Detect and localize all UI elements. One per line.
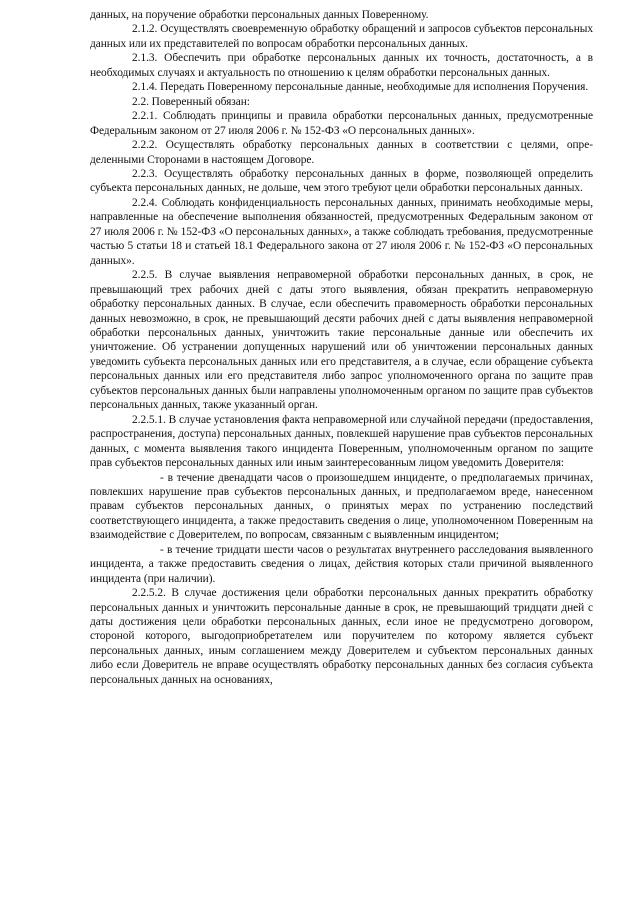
paragraph-2-2: 2.2. Поверенный обязан: bbox=[132, 95, 250, 108]
paragraph-2-2-5: 2.2.5. В случае выявления неправомерной обработки персональных данных, в срок, не превышающий трех рабочих дней с даты этого выявления, обязан прекратить неправомерную обработку персональных данных. В случае, если обеспечить правомерность обработки персональных данных невозможно, в срок, не превышающий десяти рабочих дней с даты выявления неправомерной обработки персональных данных, уничтожить такие персональные данные или обеспечить их уничтожение. Об устранении допущенных нарушений или об уничтожении персональных данных уведомить субъекта персональных данных или его представителя, а в случае, если обращение субъекта персональных данных или его представителя либо запрос уполномоченного органа по защите прав субъектов персональных данных были направлены уполномоченным органом по защите прав субъектов персональных данных, также указанный орган. bbox=[90, 269, 593, 412]
paragraph-2-2-3: 2.2.3. Осуществлять обработку персональных данных в форме, позволяющей определить субъекта персональных данных, не дольше, чем этого требуют цели обработки персональных данных. bbox=[90, 167, 593, 195]
paragraph-2-2-5-2: 2.2.5.2. В случае достижения цели обработки персональных данных прекратить обработку персональных данных и уничтожить персональные данные в срок, не превышающий тридцати дней с даты достижения цели обработки персональных данных, если иное не предусмотрено договором, стороной которого, выгодоприобретателем или поручителем по которому является субъект персональных данных, иным соглашением между Доверителем и субъектом персональных данных либо если Доверитель не вправе осуществлять обработку персональных данных без согласия субъекта персональных данных на основаниях, bbox=[90, 587, 593, 686]
paragraph-continuation: данных, на поручение обработки персональных данных Поверенному. bbox=[90, 9, 429, 21]
list-item-thirty-six-hours: - в течение тридцати шести часов о результатах внутреннего расследования выявленного инцидента, а также предоставить сведения о лицах, действия которых стали причиной выявленного инцидента (при наличии). bbox=[90, 543, 593, 585]
paragraph-2-1-2: 2.1.2. Осуществлять своевременную обработку обращений и запросов субъектов персональных данных или их представителей по вопросам обработки персональных данных. bbox=[90, 23, 593, 50]
paragraph-2-1-4: 2.1.4. Передать Поверенному персональные данные, необходимые для исполнения Поручения. bbox=[132, 81, 589, 94]
paragraph-2-2-4: 2.2.4. Соблюдать конфиденциальность персональных данных, принимать необходимые меры, направленные на обеспечение выполнения обязанностей, предусмотренных Федеральным законом от 27 июля 2006 г. № 152-ФЗ «О персональных данных», а также соблюдать требования, предусмотренные частью 5 статьи 18 и статьей 18.1 Федерального закона от 27 июля 2006 г. № 152-ФЗ «О персональных данных». bbox=[90, 196, 593, 267]
paragraph-2-1-3: 2.1.3. Обеспечить при обработке персональных данных их точность, достаточность, а в необходимых случаях и актуальность по отношению к целям обработки персональных данных. bbox=[90, 52, 593, 79]
paragraph-2-2-2: 2.2.2. Осуществлять обработку персональных данных в соответствии с целями, определенными Сторонами в настоящем Договоре. bbox=[90, 139, 593, 166]
paragraph-2-2-1: 2.2.1. Соблюдать принципы и правила обработки персональных данных, предусмотренные Федеральным законом от 27 июля 2006 г. № 152-ФЗ «О персональных данных». bbox=[90, 110, 593, 137]
list-item-twelve-hours: - в течение двенадцати часов о произошедшем инциденте, о предполагаемых причинах, повлекших нарушение прав субъектов персональных данных, и предполагаемом вреде, нанесенном правам субъектов персональных данных, о принятых мерах по устранению последствий соответствующего инцидента, а также предоставить сведения о лице, уполномоченном Поверенным на взаимодействие с Доверителем, по вопросам, связанным с выявленным инцидентом; bbox=[90, 471, 593, 542]
paragraph-2-2-5-1: 2.2.5.1. В случае установления факта неправомерной или случайной передачи (предоставления, распространения, доступа) персональных данных, повлекшей нарушение прав субъектов персональных данных, с момента выявления такого инцидента Поверенным, уполномоченным органом по защите прав субъектов персональных данных или иным заинтересованным лицом уведомить Доверителя: bbox=[90, 413, 593, 470]
